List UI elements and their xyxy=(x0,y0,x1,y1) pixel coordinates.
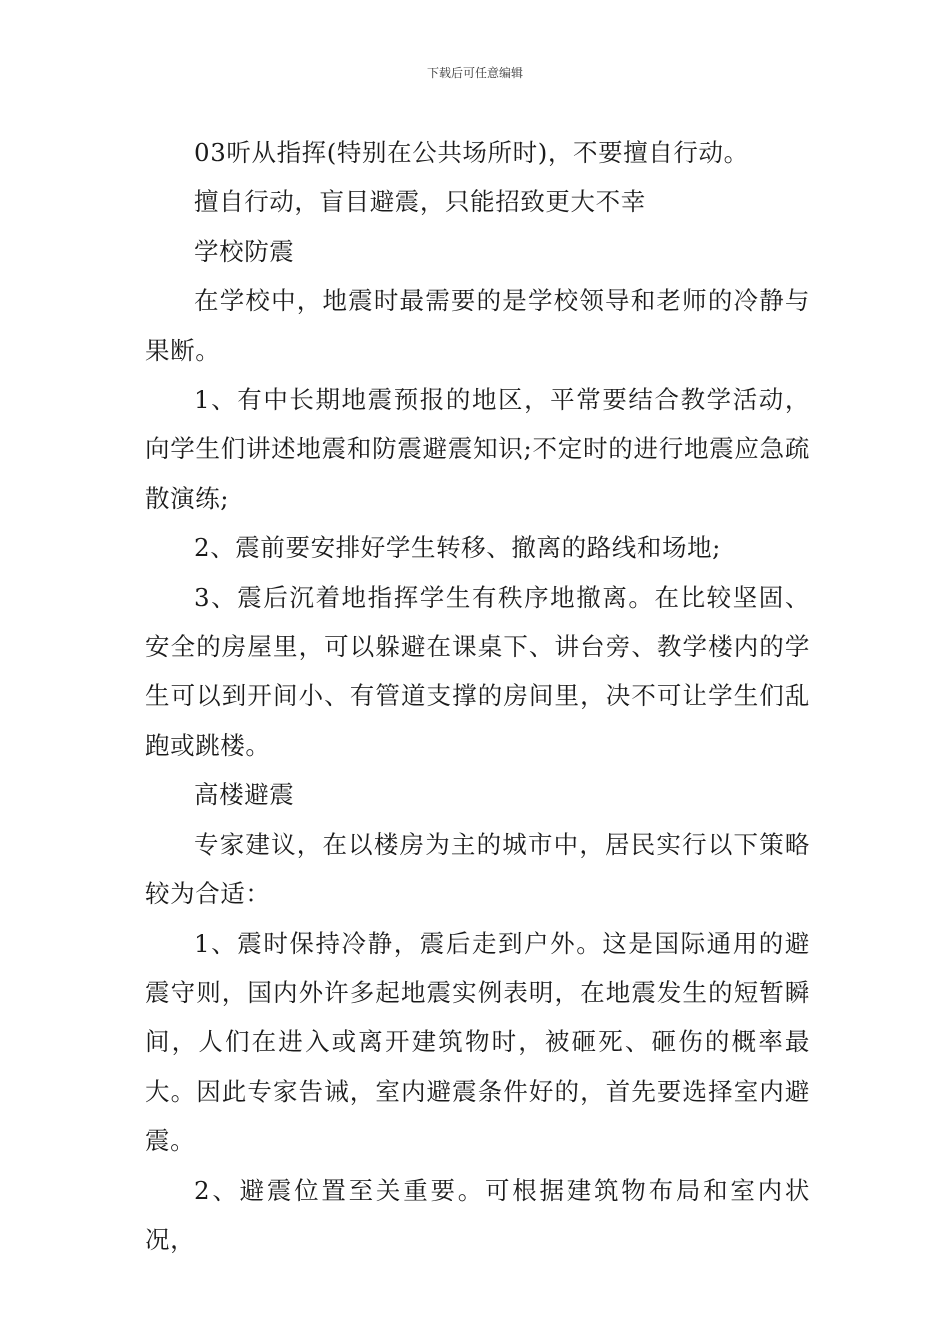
paragraph-unauthorized-action: 擅自行动，盲目避震，只能招致更大不幸 xyxy=(194,187,646,217)
paragraph-school-item-3: 3、震后沉着地指挥学生有秩序地撤离。在比较坚固、安全的房屋里，可以躲避在课桌下、讲台旁、教学楼内的学生可以到开间小、有管道支撑的房间里，决不可让学生们乱跑或跳楼。 xyxy=(145,582,810,760)
paragraph-school-item-1: 1、有中长期地震预报的地区，平常要结合教学活动，向学生们讲述地震和防震避震知识;不定时的进行地震应急疏散演练; xyxy=(145,385,810,513)
paragraph-school-item-2: 2、震前要安排好学生转移、撤离的路线和场地; xyxy=(194,533,722,563)
paragraph-highrise-item-1: 1、震时保持冷静，震后走到户外。这是国际通用的避震守则，国内外许多起地震实例表明，在地震发生的短暂瞬间，人们在进入或离开建筑物时，被砸死、砸伤的概率最大。因此专家告诫，室内避震条件好的，首先要选择室内避震。 xyxy=(145,928,810,1156)
paragraph-school-intro: 在学校中，地震时最需要的是学校领导和老师的冷静与果断。 xyxy=(145,286,810,365)
document-body xyxy=(145,128,810,1264)
paragraph-follow-command: 03听从指挥(特别在公共场所时)，不要擅自行动。 xyxy=(194,138,749,167)
paragraph-highrise-intro: 专家建议，在以楼房为主的城市中，居民实行以下策略较为合适： xyxy=(145,829,810,909)
section-heading-highrise: 高楼避震 xyxy=(194,780,295,810)
section-heading-school: 学校防震 xyxy=(194,236,295,266)
paragraph-highrise-item-2: 2、避震位置至关重要。可根据建筑物布局和室内状况， xyxy=(145,1175,810,1254)
page-header: 下载后可任意编辑 xyxy=(426,66,523,80)
